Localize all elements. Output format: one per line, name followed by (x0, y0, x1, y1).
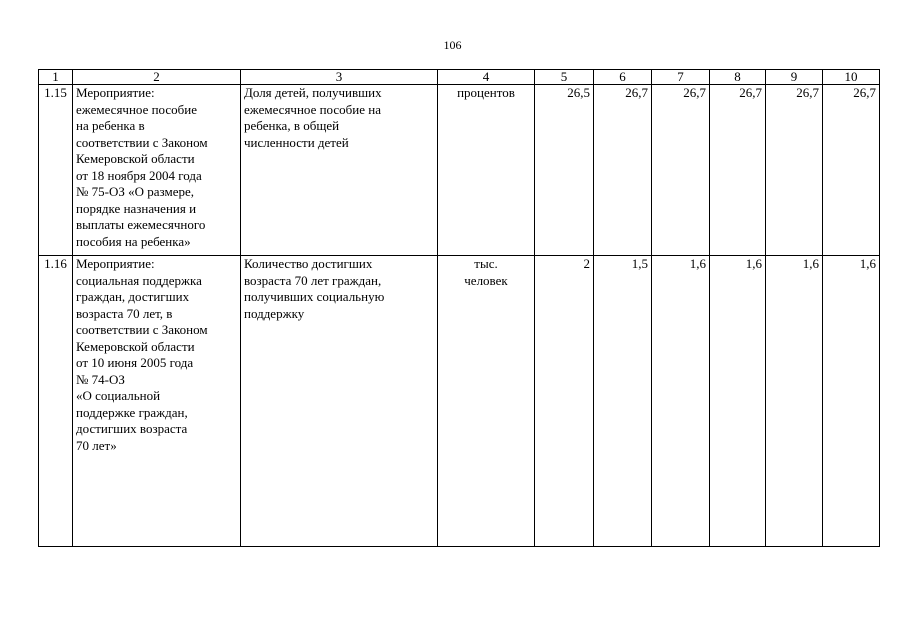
row-number: 1.15 (39, 85, 73, 256)
header-cell: 6 (594, 70, 652, 85)
header-cell: 3 (241, 70, 438, 85)
value-cell: 26,7 (823, 85, 880, 256)
value-cell: 26,7 (652, 85, 710, 256)
header-row (39, 70, 880, 85)
header-cell: 2 (73, 70, 241, 85)
value-cell: 1,6 (710, 256, 766, 547)
indicator-name: Количество достигших возраста 70 лет граждан, получивших социальную поддержку (241, 256, 438, 547)
value-cell: 2 (535, 256, 594, 547)
event-description: Мероприятие: ежемесячное пособие на ребенка в соответствии с Законом Кемеровской области от 18 ноября 2004 года № 75-ОЗ «О размере, порядке назначения и выплаты ежемесячного пособия на ребенка» (73, 85, 241, 256)
value-cell: 1,6 (652, 256, 710, 547)
header-cell: 5 (535, 70, 594, 85)
unit-of-measure: процентов (438, 85, 535, 256)
value-cell: 26,7 (710, 85, 766, 256)
header-cell: 10 (823, 70, 880, 85)
value-cell: 26,5 (535, 85, 594, 256)
value-cell: 26,7 (766, 85, 823, 256)
table-row (39, 85, 880, 256)
value-cell: 1,6 (823, 256, 880, 547)
header-cell: 9 (766, 70, 823, 85)
header-cell: 1 (39, 70, 73, 85)
header-cell: 8 (710, 70, 766, 85)
page-number: 106 (443, 38, 462, 52)
value-cell: 1,5 (594, 256, 652, 547)
event-description: Мероприятие: социальная поддержка граждан, достигших возраста 70 лет, в соответствии с Законом Кемеровской области от 10 июня 2005 года № 74-ОЗ «О социальной поддержке граждан, достигших возраста 70 лет» (73, 256, 241, 547)
unit-of-measure: тыс. человек (438, 256, 535, 547)
table-row (39, 256, 880, 547)
header-cell: 4 (438, 70, 535, 85)
indicators-table (38, 69, 880, 547)
indicator-name: Доля детей, получивших ежемесячное пособие на ребенка, в общей численности детей (241, 85, 438, 256)
value-cell: 26,7 (594, 85, 652, 256)
row-number: 1.16 (39, 256, 73, 547)
value-cell: 1,6 (766, 256, 823, 547)
header-cell: 7 (652, 70, 710, 85)
